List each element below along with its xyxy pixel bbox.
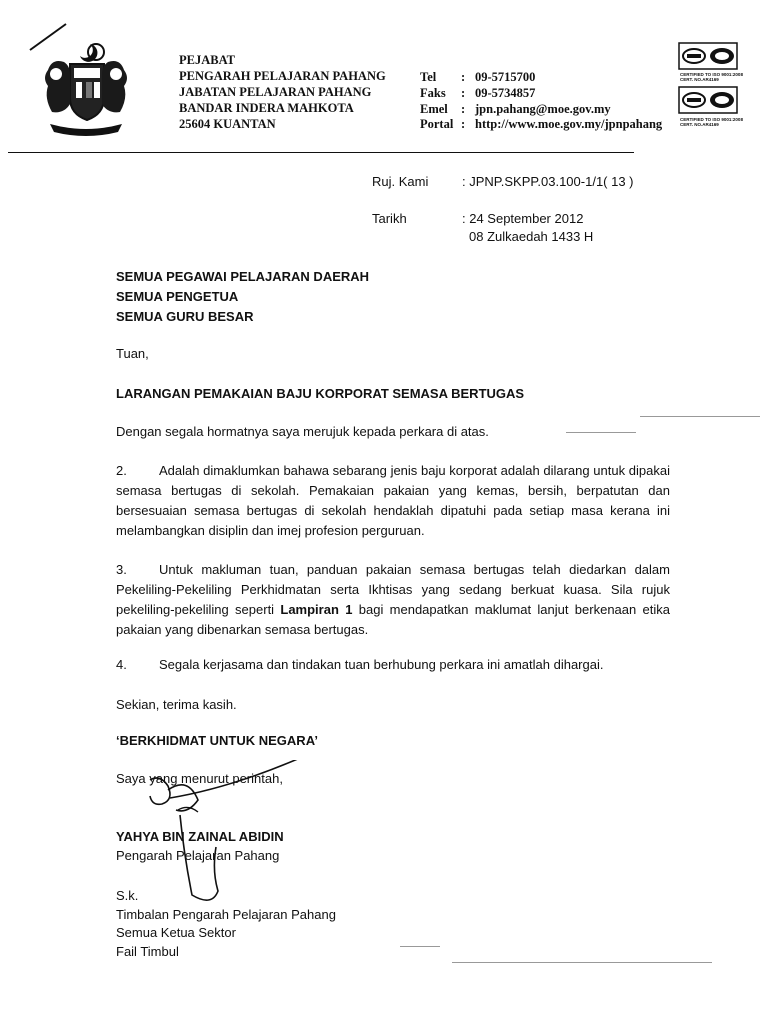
date-hijri: 08 Zulkaedah 1433 H: [469, 229, 594, 244]
ref-value: : JPNP.SKPP.03.100-1/1( 13 ): [462, 174, 634, 189]
contact-value-portal: http://www.moe.gov.my/jpnpahang: [475, 117, 663, 131]
paragraph-text: Adalah dimaklumkan bahawa sebarang jenis baju korporat adalah dilarang untuk dipakai semasa bertugas di sekolah. Pemakaian pakaian yang kemas, bersih, berpatutan dan bersesuaian semasa bertugas di sekolah hendaklah dipatuhi pada setiap masa kerana ini melambangkan disiplin dan imej profesion perguruan.: [116, 463, 670, 538]
lampiran-reference: Lampiran 1: [280, 602, 353, 617]
paragraph-4: [116, 655, 670, 675]
pen-stroke-mark: [28, 22, 68, 52]
date-label: Tarikh: [372, 211, 407, 226]
cert-text: CERTIFIED TO ISO 9001:2008: [680, 72, 743, 77]
contact-label-fax: Faks: [420, 86, 446, 100]
sign-off: Saya yang menurut perintah,: [116, 771, 283, 786]
opening-sentence: Dengan segala hormatnya saya merujuk kepada perkara di atas.: [116, 424, 489, 439]
motto: ‘BERKHIDMAT UNTUK NEGARA’: [116, 733, 318, 748]
coat-of-arms-icon: [40, 40, 132, 136]
scan-mark: [400, 946, 440, 947]
org-line-1: PEJABAT: [179, 53, 236, 67]
addressee-line: SEMUA GURU BESAR: [116, 309, 254, 324]
scan-mark: [566, 432, 636, 433]
closing: Sekian, terima kasih.: [116, 697, 237, 712]
salutation: Tuan,: [116, 346, 149, 361]
contact-label-tel: Tel: [420, 70, 437, 84]
scan-mark: [452, 962, 712, 963]
cert-text: CERT. NO.AR4169: [680, 122, 719, 127]
org-line-2: PENGARAH PELAJARAN PAHANG: [179, 69, 386, 83]
addressee-line: SEMUA PENGETUA: [116, 289, 239, 304]
contact-colon: :: [461, 117, 466, 131]
cc-item: Fail Timbul: [116, 944, 179, 959]
signatory-name: YAHYA BIN ZAINAL ABIDIN: [116, 829, 284, 844]
contact-value-fax: 09-5734857: [475, 86, 536, 100]
contact-colon: :: [461, 102, 466, 116]
org-line-5: 25604 KUANTAN: [179, 117, 276, 131]
scan-mark: [640, 416, 760, 417]
cc-label: S.k.: [116, 888, 139, 903]
date-value: : 24 September 2012: [462, 211, 584, 226]
contact-label-portal: Portal: [420, 117, 454, 131]
paragraph-text: bagi mendapatkan maklumat lanjut berkenaan etika pakaian yang dibenarkan semasa bertugas.: [116, 602, 671, 637]
letterhead-divider: [8, 152, 634, 153]
contact-value-email: jpn.pahang@moe.gov.my: [475, 102, 611, 116]
cc-item: Semua Ketua Sektor: [116, 925, 236, 940]
contact-value-tel: 09-5715700: [475, 70, 536, 84]
paragraph-2: [116, 461, 670, 541]
cert-text: CERT. NO.AR4169: [680, 77, 719, 82]
paragraph-3: [116, 560, 670, 640]
paragraph-text: Untuk makluman tuan, panduan pakaian semasa bertugas telah diedarkan dalam Pekeliling-Pekeliling Perkhidmatan serta Ikhtisas yang sedang berkuat kuasa. Sila rujuk pekeliling-pekeliling seperti: [116, 562, 670, 617]
signatory-title: Pengarah Pelajaran Pahang: [116, 848, 280, 863]
addressee-line: SEMUA PEGAWAI PELAJARAN DAERAH: [116, 269, 370, 284]
contact-colon: :: [461, 86, 466, 100]
ref-label: Ruj. Kami: [372, 174, 429, 189]
org-line-4: BANDAR INDERA MAHKOTA: [179, 101, 354, 115]
org-line-3: JABATAN PELAJARAN PAHANG: [179, 85, 372, 99]
paragraph-text: Segala kerjasama dan tindakan tuan berhubung perkara ini amatlah dihargai.: [159, 657, 604, 672]
paragraph-number: 4.: [116, 657, 127, 672]
contact-label-email: Emel: [420, 102, 448, 116]
cert-text: CERTIFIED TO ISO 9001:2008: [680, 117, 743, 122]
contact-colon: :: [461, 70, 466, 84]
cc-item: Timbalan Pengarah Pelajaran Pahang: [116, 907, 336, 922]
subject-heading: LARANGAN PEMAKAIAN BAJU KORPORAT SEMASA BERTUGAS: [116, 386, 525, 401]
paragraph-number: 2.: [116, 463, 127, 478]
paragraph-number: 3.: [116, 562, 127, 577]
